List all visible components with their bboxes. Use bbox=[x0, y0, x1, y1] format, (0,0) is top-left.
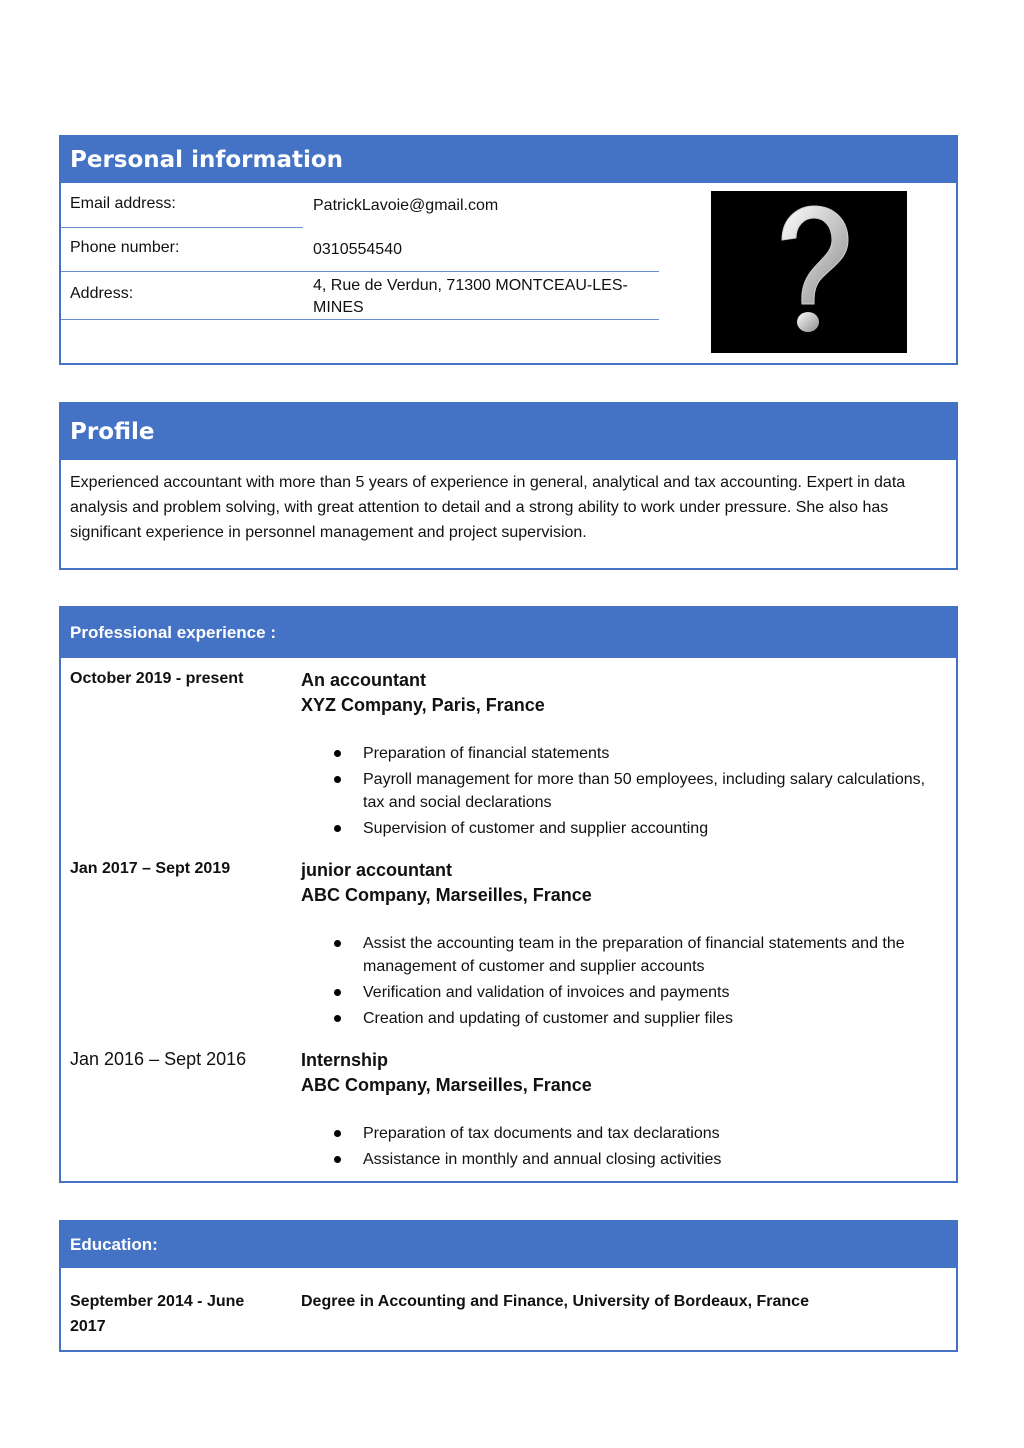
list-item bbox=[301, 932, 941, 978]
task-text: Assistance in monthly and annual closing activities bbox=[363, 1151, 722, 1168]
phone-label: Phone number: bbox=[70, 239, 180, 256]
email-value: PatrickLavoie@gmail.com bbox=[313, 197, 499, 214]
job-role: Internship bbox=[301, 1050, 389, 1070]
list-item bbox=[301, 1007, 941, 1030]
bullet-icon bbox=[334, 989, 341, 996]
job-date: Jan 2016 – Sept 2016 bbox=[70, 1049, 247, 1069]
education-title: Education: bbox=[70, 1235, 158, 1254]
profile-section bbox=[59, 402, 958, 570]
address-label: Address: bbox=[70, 285, 134, 302]
job-task-list bbox=[301, 932, 941, 1033]
task-text: Preparation of tax documents and tax declarations bbox=[363, 1125, 720, 1142]
list-item bbox=[301, 768, 941, 814]
job-date: October 2019 - present bbox=[70, 670, 244, 687]
list-item bbox=[301, 742, 941, 765]
task-text: Supervision of customer and supplier accounting bbox=[363, 820, 709, 837]
profile-title: Profile bbox=[70, 419, 155, 445]
education-degree: Degree in Accounting and Finance, University of Bordeaux, France bbox=[301, 1293, 809, 1310]
experience-title: Professional experience : bbox=[70, 623, 276, 642]
experience-header bbox=[61, 608, 956, 658]
profile-photo bbox=[711, 191, 907, 353]
job-company: XYZ Company, Paris, France bbox=[301, 695, 545, 715]
profile-summary: Experienced accountant with more than 5 years of experience in general, analytical and tax accounting. Expert in data analysis and problem solving, with great attention to detail and a strong ability to work under pressure. She also has significant experience in personnel management and project supervision. bbox=[70, 474, 906, 541]
address-value: 4, Rue de Verdun, 71300 MONTCEAU-LES-MINES bbox=[313, 277, 628, 316]
row-divider bbox=[61, 319, 659, 320]
job-role: An accountant bbox=[301, 670, 427, 690]
job-company: ABC Company, Marseilles, France bbox=[301, 1075, 592, 1095]
profile-header bbox=[61, 404, 956, 460]
bullet-icon bbox=[334, 1156, 341, 1163]
bullet-icon bbox=[334, 940, 341, 947]
job-task-list bbox=[301, 742, 941, 843]
education-date: September 2014 - June 2017 bbox=[70, 1293, 245, 1335]
task-text: Assist the accounting team in the preparation of financial statements and the management of customer and supplier accounts bbox=[363, 935, 905, 975]
list-item bbox=[301, 1148, 941, 1171]
list-item bbox=[301, 1122, 941, 1145]
phone-value: 0310554540 bbox=[313, 241, 402, 258]
email-label: Email address: bbox=[70, 195, 176, 212]
personal-information-title: Personal information bbox=[70, 147, 344, 173]
task-text: Payroll management for more than 50 employees, including salary calculations, tax and social declarations bbox=[363, 771, 926, 811]
job-date: Jan 2017 – Sept 2019 bbox=[70, 860, 231, 877]
task-text: Creation and updating of customer and supplier files bbox=[363, 1010, 733, 1027]
row-divider bbox=[61, 227, 303, 228]
task-text: Preparation of financial statements bbox=[363, 745, 610, 762]
bullet-icon bbox=[334, 1130, 341, 1137]
row-divider bbox=[61, 271, 659, 272]
bullet-icon bbox=[334, 776, 341, 783]
education-section bbox=[59, 1220, 958, 1352]
bullet-icon bbox=[334, 750, 341, 757]
personal-information-section bbox=[59, 135, 958, 365]
task-text: Verification and validation of invoices and payments bbox=[363, 984, 730, 1001]
question-mark-icon bbox=[764, 202, 854, 342]
job-company: ABC Company, Marseilles, France bbox=[301, 885, 592, 905]
list-item bbox=[301, 817, 941, 840]
list-item bbox=[301, 981, 941, 1004]
experience-section bbox=[59, 606, 958, 1183]
job-task-list bbox=[301, 1122, 941, 1174]
bullet-icon bbox=[334, 825, 341, 832]
bullet-icon bbox=[334, 1015, 341, 1022]
job-role: junior accountant bbox=[301, 860, 453, 880]
education-header bbox=[61, 1222, 956, 1268]
personal-information-header bbox=[61, 137, 956, 183]
